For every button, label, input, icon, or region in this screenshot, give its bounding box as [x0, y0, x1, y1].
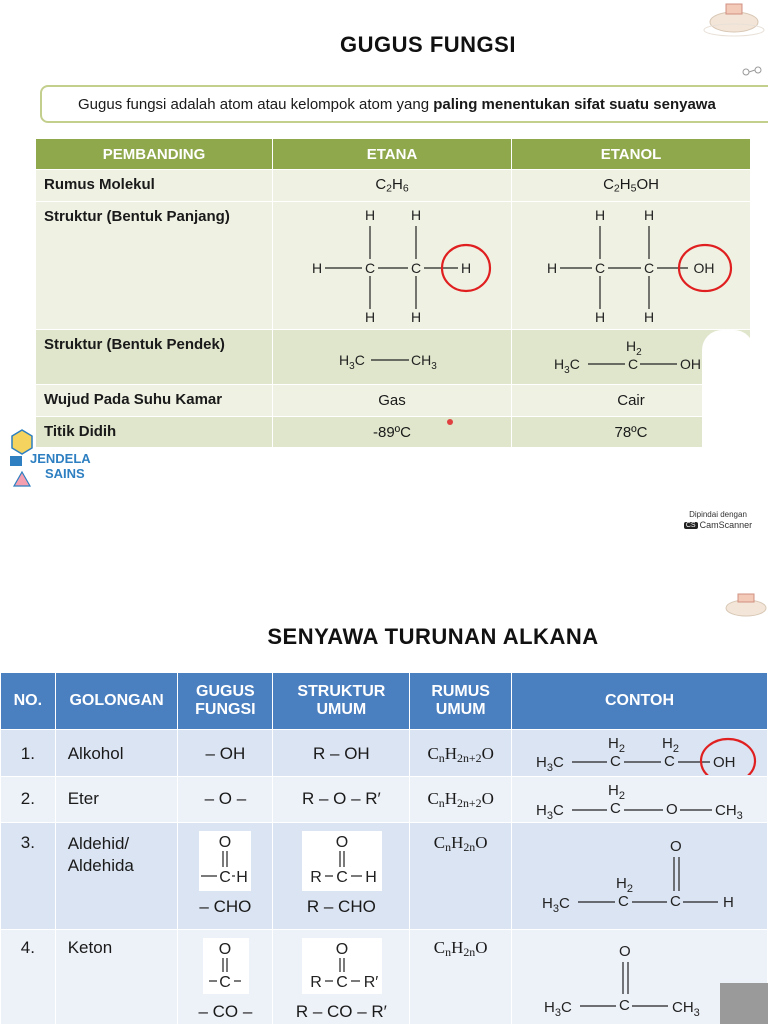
svg-text:C: C — [663, 753, 675, 770]
svg-text:H2: $H_2$ — [626, 338, 642, 358]
svg-text:H3C: $H_3C$ — [535, 754, 564, 774]
row-label-rumus: Rumus Molekul — [36, 170, 273, 202]
flask-icon — [700, 0, 768, 50]
row3-contoh — [511, 823, 767, 930]
header-gugus: GUGUS FUNGSI — [178, 673, 273, 730]
row1-no: 1. — [1, 730, 56, 777]
derivatives-table — [0, 672, 768, 1024]
svg-text:H: H — [594, 206, 606, 223]
header-etana: ETANA — [273, 139, 512, 170]
row-label-wujud: Wujud Pada Suhu Kamar — [36, 385, 273, 417]
svg-text:H2: $H_2$ — [661, 735, 679, 755]
svg-text:C: C — [643, 259, 655, 276]
row4-gugus — [178, 930, 273, 1024]
svg-text:C: C — [219, 974, 232, 991]
wujud-etana: Gas — [273, 385, 512, 417]
row-label-titik: Titik Didih — [36, 417, 273, 448]
slide1-title: GUGUS FUNGSI — [340, 32, 516, 57]
formula-etana: $C_2H_6$ — [273, 170, 512, 202]
svg-text:OH: OH — [693, 259, 715, 276]
svg-text:H: H — [365, 869, 378, 886]
row4-no: 4. — [1, 930, 56, 1024]
formula-etanol: $C_2H_5OH$ — [512, 170, 751, 202]
svg-text:O: O — [618, 943, 631, 960]
row3-golongan-line2: Aldehida — [67, 856, 134, 875]
svg-text:H: H — [594, 308, 606, 325]
svg-text:R: R — [310, 974, 323, 991]
logo-text-jendela: JENDELA — [30, 451, 91, 466]
svg-text:C: C — [594, 259, 606, 276]
row3-rumus: $C_nH_{2n}O$ — [410, 823, 512, 930]
scanner-watermark — [680, 510, 756, 530]
svg-text:C: C — [617, 893, 629, 910]
row2-contoh — [511, 777, 767, 823]
svg-text:H2: $H_2$ — [607, 782, 625, 802]
row4-rumus: $C_nH_{2n}O$ — [410, 930, 512, 1024]
header-struktur: STRUKTUR UMUM — [273, 673, 410, 730]
row3-gugus — [178, 823, 273, 930]
svg-text:C: C — [336, 869, 349, 886]
corner-overlay — [720, 983, 768, 1024]
header-etanol: ETANOL — [512, 139, 751, 170]
svg-text:H: H — [546, 259, 558, 276]
row1-golongan: Alkohol — [55, 730, 178, 777]
scanner-line2: CamScanner — [699, 520, 753, 530]
wujud-etanol: Cair — [512, 385, 751, 417]
structure-short-etana — [273, 330, 512, 385]
row1-rumus: $C_nH_{2n+2}O$ — [410, 730, 512, 777]
svg-text:OH: OH — [680, 356, 701, 372]
svg-text:CH3: $CH_3$ — [411, 352, 437, 372]
row4-gugus-text: – CO – — [198, 1002, 253, 1021]
header-rumus: RUMUS UMUM — [410, 673, 512, 730]
svg-text:H3C: $H_3C$ — [541, 895, 570, 915]
comparison-table — [35, 138, 751, 448]
row-label-panjang: Struktur (Bentuk Panjang) — [36, 202, 273, 330]
svg-text:H: H — [410, 206, 422, 223]
svg-text:H3C: $H_3C$ — [543, 999, 572, 1019]
definition-bold: paling menentukan sifat suatu senyawa — [433, 96, 716, 113]
svg-text:C: C — [669, 893, 681, 910]
svg-text:H: H — [410, 308, 422, 325]
row4-struktur — [273, 930, 410, 1024]
row3-struktur — [273, 823, 410, 930]
scanner-line1: Dipindai dengan — [689, 510, 747, 519]
row3-golongan — [55, 823, 178, 930]
svg-text:R′: R′ — [364, 974, 379, 991]
svg-text:C: C — [219, 869, 232, 886]
row1-gugus: – OH — [178, 730, 273, 777]
svg-text:OH: OH — [712, 754, 736, 771]
svg-text:H: H — [643, 308, 655, 325]
svg-text:C: C — [336, 974, 349, 991]
row1-struktur: R – OH — [273, 730, 410, 777]
presenter-silhouette — [702, 330, 754, 490]
svg-text:CH3: $CH_3$ — [671, 999, 700, 1019]
svg-text:H2: $H_2$ — [607, 735, 625, 755]
svg-text:H: H — [460, 259, 472, 276]
svg-text:H2: $H_2$ — [615, 875, 633, 895]
svg-text:H: H — [643, 206, 655, 223]
row3-struktur-text: R – CHO — [306, 897, 376, 916]
pointer-dot — [447, 419, 453, 425]
logo-text-sains: SAINS — [45, 466, 85, 481]
svg-text:H: H — [236, 869, 249, 886]
svg-text:C: C — [364, 259, 376, 276]
svg-text:O: O — [665, 801, 678, 818]
row2-struktur: R – O – R′ — [273, 777, 410, 823]
svg-text:O: O — [669, 838, 682, 855]
svg-text:O: O — [219, 834, 232, 851]
svg-text:O: O — [336, 834, 349, 851]
header-contoh: CONTOH — [511, 673, 767, 730]
structure-long-etanol — [512, 202, 751, 330]
row2-no: 2. — [1, 777, 56, 823]
header-golongan: GOLONGAN — [55, 673, 178, 730]
svg-text:H3C: $H_3C$ — [554, 356, 580, 376]
svg-text:H: H — [722, 894, 734, 911]
svg-text:C: C — [618, 997, 630, 1014]
row1-contoh — [511, 730, 767, 777]
svg-text:CH3: $CH_3$ — [714, 802, 743, 821]
svg-text:H: H — [311, 259, 323, 276]
row-label-pendek: Struktur (Bentuk Pendek) — [36, 330, 273, 385]
slide2-title: SENYAWA TURUNAN ALKANA — [267, 624, 599, 649]
titik-etana: -89ºC — [273, 417, 512, 448]
header-pembanding: PEMBANDING — [36, 139, 273, 170]
titik-etanol: 78ºC — [512, 417, 751, 448]
row4-golongan: Keton — [55, 930, 178, 1024]
svg-text:H: H — [364, 308, 376, 325]
svg-text:C: C — [410, 259, 422, 276]
camscanner-icon: CS — [685, 521, 696, 529]
row2-golongan: Eter — [55, 777, 178, 823]
svg-text:H3C: $H_3C$ — [535, 802, 564, 821]
svg-text:C: C — [609, 800, 621, 817]
svg-text:R: R — [310, 869, 323, 886]
structure-long-etana — [273, 202, 512, 330]
svg-text:O: O — [336, 941, 349, 958]
row2-gugus: – O – — [178, 777, 273, 823]
row3-gugus-text: – CHO — [199, 897, 252, 916]
svg-text:H: H — [364, 206, 376, 223]
svg-text:C: C — [609, 753, 621, 770]
row3-golongan-line1: Aldehid/ — [67, 834, 130, 853]
svg-text:O: O — [219, 941, 232, 958]
row3-no: 3. — [1, 823, 56, 930]
svg-text:C: C — [628, 356, 639, 372]
definition-box — [40, 85, 768, 123]
definition-text: Gugus fungsi adalah atom atau kelompok atom yang — [78, 96, 434, 113]
row4-struktur-text: R – CO – R′ — [295, 1002, 387, 1021]
header-no: NO. — [1, 673, 56, 730]
svg-text:H3C: $H_3C$ — [339, 352, 365, 372]
row2-rumus: $C_nH_{2n+2}O$ — [410, 777, 512, 823]
